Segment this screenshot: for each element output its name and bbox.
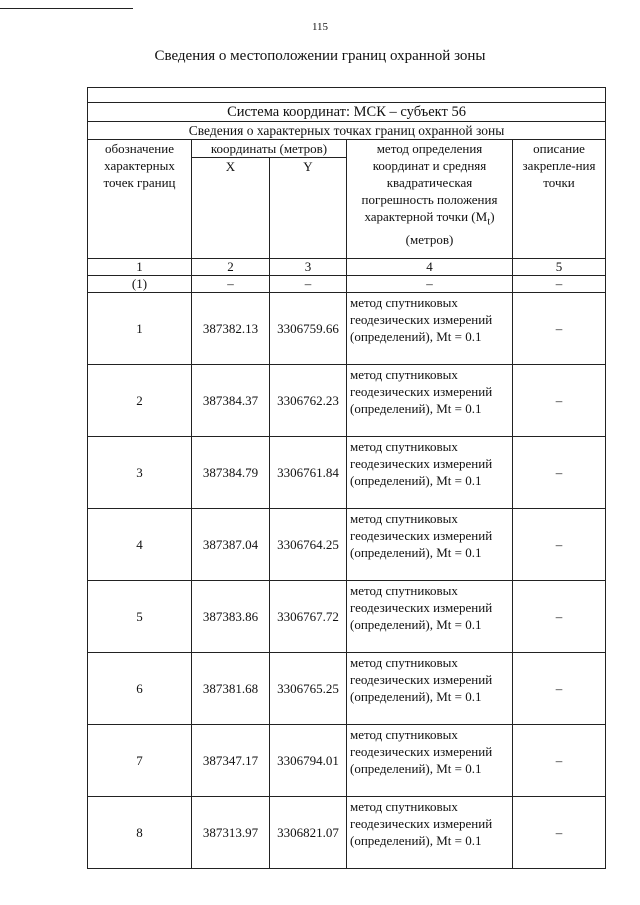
table-row bbox=[88, 581, 606, 653]
x-coordinate-cell: 387387.04 bbox=[192, 509, 270, 581]
fixation-cell: – bbox=[513, 437, 606, 509]
fixation-cell: – bbox=[513, 653, 606, 725]
x-coordinate-cell: 387383.86 bbox=[192, 581, 270, 653]
method-cell: метод спутниковых геодезических измерений (определений), Mt = 0.1 bbox=[347, 725, 513, 797]
table-body bbox=[88, 88, 606, 869]
fixation-cell: – bbox=[513, 581, 606, 653]
header-fixation: описание закрепле-ния точки bbox=[513, 140, 606, 259]
method-cell: метод спутниковых геодезических измерений (определений), Mt = 0.1 bbox=[347, 653, 513, 725]
method-cell: метод спутниковых геодезических измерений (определений), Mt = 0.1 bbox=[347, 365, 513, 437]
header-designation: обозначение характерных точек границ bbox=[88, 140, 192, 259]
header-method-suffix: ) (метров) bbox=[405, 209, 495, 247]
fixation-cell: – bbox=[513, 797, 606, 869]
blank-top-row bbox=[88, 88, 606, 103]
column-number: 1 bbox=[88, 259, 192, 276]
header-coordinates: координаты (метров) bbox=[192, 140, 347, 158]
column-number: 5 bbox=[513, 259, 606, 276]
x-coordinate-cell: 387384.37 bbox=[192, 365, 270, 437]
top-rule bbox=[0, 8, 133, 9]
y-coordinate-cell: 3306767.72 bbox=[270, 581, 347, 653]
method-cell: метод спутниковых геодезических измерений (определений), Mt = 0.1 bbox=[347, 509, 513, 581]
column-number: 4 bbox=[347, 259, 513, 276]
header-row-1 bbox=[88, 140, 606, 158]
point-id-cell: 6 bbox=[88, 653, 192, 725]
method-cell: метод спутниковых геодезических измерений (определений), Mt = 0.1 bbox=[347, 293, 513, 365]
column-number: 2 bbox=[192, 259, 270, 276]
header-x: X bbox=[192, 158, 270, 259]
dash-cell: – bbox=[347, 276, 513, 293]
header-y: Y bbox=[270, 158, 347, 259]
boundary-points-table bbox=[87, 87, 606, 869]
point-id-cell: 4 bbox=[88, 509, 192, 581]
y-coordinate-cell: 3306765.25 bbox=[270, 653, 347, 725]
column-numbers-row bbox=[88, 259, 606, 276]
coordinate-system-cell: Система координат: МСК – субъект 56 bbox=[88, 103, 606, 122]
point-id-cell: 3 bbox=[88, 437, 192, 509]
y-coordinate-cell: 3306759.66 bbox=[270, 293, 347, 365]
point-id-cell: 2 bbox=[88, 365, 192, 437]
page-title: Сведения о местоположении границ охранной зоны bbox=[154, 48, 486, 64]
table-row bbox=[88, 365, 606, 437]
table-row bbox=[88, 509, 606, 581]
y-coordinate-cell: 3306762.23 bbox=[270, 365, 347, 437]
y-coordinate-cell: 3306821.07 bbox=[270, 797, 347, 869]
x-coordinate-cell: 387384.79 bbox=[192, 437, 270, 509]
points-info-cell: Сведения о характерных точках границ охранной зоны bbox=[88, 122, 606, 140]
method-cell: метод спутниковых геодезических измерений (определений), Mt = 0.1 bbox=[347, 581, 513, 653]
fixation-cell: – bbox=[513, 293, 606, 365]
header-method-prefix: метод определения координат и средняя квадратическая погрешность положения характерной точки (M bbox=[361, 141, 498, 224]
column-number: 3 bbox=[270, 259, 347, 276]
dash-cell: – bbox=[513, 276, 606, 293]
point-id-cell: 7 bbox=[88, 725, 192, 797]
table-row bbox=[88, 293, 606, 365]
table-row bbox=[88, 797, 606, 869]
x-coordinate-cell: 387313.97 bbox=[192, 797, 270, 869]
blank-cell bbox=[88, 88, 606, 103]
dash-cell: – bbox=[192, 276, 270, 293]
page-number: 115 bbox=[311, 21, 329, 33]
header-method-subscript: t bbox=[487, 215, 491, 228]
y-coordinate-cell: 3306761.84 bbox=[270, 437, 347, 509]
x-coordinate-cell: 387382.13 bbox=[192, 293, 270, 365]
point-id-cell: 5 bbox=[88, 581, 192, 653]
point-id-cell: 8 bbox=[88, 797, 192, 869]
table-row bbox=[88, 653, 606, 725]
x-coordinate-cell: 387347.17 bbox=[192, 725, 270, 797]
dash-cell: (1) bbox=[88, 276, 192, 293]
header-method bbox=[347, 140, 513, 259]
y-coordinate-cell: 3306764.25 bbox=[270, 509, 347, 581]
dash-row bbox=[88, 276, 606, 293]
y-coordinate-cell: 3306794.01 bbox=[270, 725, 347, 797]
fixation-cell: – bbox=[513, 509, 606, 581]
coordinate-system-row bbox=[88, 103, 606, 122]
dash-cell: – bbox=[270, 276, 347, 293]
method-cell: метод спутниковых геодезических измерений (определений), Mt = 0.1 bbox=[347, 797, 513, 869]
table-row bbox=[88, 437, 606, 509]
method-cell: метод спутниковых геодезических измерений (определений), Mt = 0.1 bbox=[347, 437, 513, 509]
x-coordinate-cell: 387381.68 bbox=[192, 653, 270, 725]
table-row bbox=[88, 725, 606, 797]
fixation-cell: – bbox=[513, 725, 606, 797]
fixation-cell: – bbox=[513, 365, 606, 437]
point-id-cell: 1 bbox=[88, 293, 192, 365]
points-info-row bbox=[88, 122, 606, 140]
